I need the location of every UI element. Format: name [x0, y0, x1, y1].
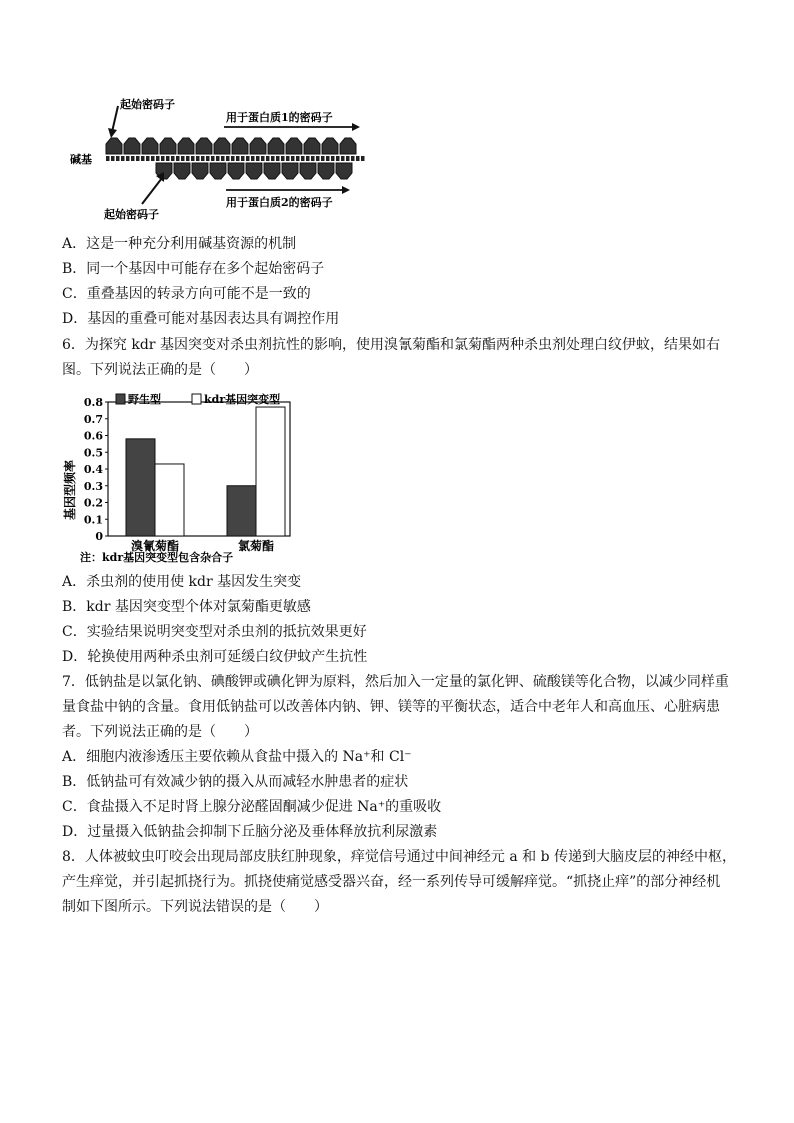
- y-tick-label: 0.8: [83, 396, 103, 409]
- base-tick: [216, 156, 220, 161]
- bar-kdr-1: [256, 407, 285, 536]
- q5-option-a: A．这是一种充分利用碱基资源的机制: [62, 236, 297, 252]
- base-tick: [131, 156, 135, 161]
- codon-block-bottom: [246, 163, 262, 179]
- legend-label-kdr: kdr基因突变型: [204, 393, 281, 406]
- y-axis-label: 基因型频率: [63, 459, 77, 521]
- q7-option-a: A．细胞内液渗透压主要依赖从食盐中摄入的 Na⁺和 Cl⁻: [62, 749, 412, 765]
- base-tick: [196, 156, 200, 161]
- base-tick: [281, 156, 285, 161]
- bar-wild-1: [227, 486, 256, 536]
- base-tick: [111, 156, 115, 161]
- q7-stem-line1: 7．低钠盐是以氯化钠、碘酸钾或碘化钾为原料，然后加入一定量的氯化钾、硫酸镁等化合物，以减少同样重: [62, 674, 729, 690]
- legend-swatch-wild: [116, 394, 125, 404]
- label-protein2-codons: 用于蛋白质2的密码子: [226, 196, 333, 209]
- y-tick-label: 0.1: [83, 513, 103, 527]
- codon-block-top: [124, 138, 140, 154]
- codon-row-protein2: [156, 163, 352, 179]
- codon-block-top: [142, 138, 158, 154]
- base-tick: [346, 156, 350, 161]
- base-tick: [291, 156, 295, 161]
- base-tick: [336, 156, 340, 161]
- y-tick-label: 0.2: [83, 496, 103, 510]
- base-tick: [166, 156, 170, 161]
- base-tick: [226, 156, 230, 161]
- y-tick-label: 0.3: [83, 479, 103, 493]
- base-tick: [246, 156, 250, 161]
- x-category-label: 氯菊酯: [237, 539, 275, 553]
- start-codon-arrow-bottom: [142, 178, 162, 204]
- codon-block-top: [340, 138, 356, 154]
- q8-stem-line2: 产生痒觉，并引起抓挠行为。抓挠使痛觉感受器兴奋，经一系列传导可缓解痒觉。“抓挠止痒”的部分神经机: [62, 874, 721, 890]
- codon-block-top: [250, 138, 266, 154]
- q6-stem-line1: 6．为探究 kdr 基因突变对杀虫剂抗性的影响，使用溴氰菊酯和氯菊酯两种杀虫剂处理白纹伊蚊，结果如右: [62, 337, 720, 353]
- q7-stem-line2: 量食盐中钠的含量。食用低钠盐可以改善体内钠、钾、镁等的平衡状态，适合中老年人和高血压、心脏病患: [62, 699, 720, 715]
- base-tick: [241, 156, 245, 161]
- y-tick-label: 0: [95, 530, 103, 543]
- base-tick: [236, 156, 240, 161]
- y-tick-label: 0.5: [83, 446, 103, 460]
- base-tick: [156, 156, 160, 161]
- base-strand: [106, 156, 365, 161]
- base-tick: [231, 156, 235, 161]
- codon-block-bottom: [336, 163, 352, 179]
- base-tick: [316, 156, 320, 161]
- base-tick: [296, 156, 300, 161]
- codon-block-bottom: [192, 163, 208, 179]
- chart-bars: [126, 407, 285, 536]
- base-tick: [161, 156, 165, 161]
- q6-option-c: C．实验结果说明突变型对杀虫剂的抵抗效果更好: [62, 624, 367, 640]
- base-tick: [151, 156, 155, 161]
- codon-block-top: [268, 138, 284, 154]
- base-tick: [311, 156, 315, 161]
- q7-option-c: C．食盐摄入不足时肾上腺分泌醛固酮减少促进 Na⁺的重吸收: [62, 799, 442, 815]
- y-axis-ticks: [84, 396, 108, 543]
- base-tick: [176, 156, 180, 161]
- base-tick: [221, 156, 225, 161]
- q7-stem-line3: 者。下列说法正确的是（ ）: [62, 724, 258, 740]
- base-tick: [141, 156, 145, 161]
- chart-note: 注：kdr基因突变型包含杂合子: [80, 551, 234, 564]
- protein2-arrowhead: [342, 186, 350, 194]
- codon-block-top: [196, 138, 212, 154]
- base-tick: [286, 156, 290, 161]
- base-tick: [136, 156, 140, 161]
- base-tick: [206, 156, 210, 161]
- base-tick: [261, 156, 265, 161]
- base-tick: [266, 156, 270, 161]
- q5-option-c: C．重叠基因的转录方向可能不是一致的: [62, 286, 311, 302]
- q5-option-d: D．基因的重叠可能对基因表达具有调控作用: [62, 311, 340, 327]
- q7-option-d: D．过量摄入低钠盐会抑制下丘脑分泌及垂体释放抗利尿激素: [62, 824, 438, 840]
- base-tick: [201, 156, 205, 161]
- x-category-label: 溴氰菊酯: [130, 539, 180, 553]
- base-tick: [126, 156, 130, 161]
- protein1-arrowhead: [352, 123, 360, 131]
- codon-block-bottom: [300, 163, 316, 179]
- y-tick-label: 0.7: [83, 412, 103, 426]
- base-tick: [356, 156, 360, 161]
- codon-block-top: [304, 138, 320, 154]
- bar-wild-0: [126, 439, 155, 536]
- codon-block-top: [232, 138, 248, 154]
- q5-option-b: B．同一个基因中可能存在多个起始密码子: [62, 261, 325, 277]
- label-start-codon-top: 起始密码子: [120, 98, 175, 111]
- base-tick: [191, 156, 195, 161]
- base-tick: [146, 156, 150, 161]
- codon-block-bottom: [228, 163, 244, 179]
- base-tick: [341, 156, 345, 161]
- legend-label-wild: 野生型: [128, 393, 161, 406]
- base-tick: [301, 156, 305, 161]
- y-tick-label: 0.4: [83, 463, 103, 476]
- codon-block-bottom: [282, 163, 298, 179]
- q8-stem-line3: 制如下图所示。下列说法错误的是（ ）: [62, 899, 328, 915]
- codon-block-top: [160, 138, 176, 154]
- base-tick: [211, 156, 215, 161]
- codon-block-bottom: [174, 163, 190, 179]
- overlapping-codon-figure: [70, 92, 370, 224]
- q7-option-b: B．低钠盐可有效减少钠的摄入从而减轻水肿患者的症状: [62, 774, 409, 790]
- q6-option-d: D．轮换使用两种杀虫剂可延缓白纹伊蚊产生抗性: [62, 649, 368, 665]
- base-tick: [276, 156, 280, 161]
- codon-block-bottom: [210, 163, 226, 179]
- base-tick: [251, 156, 255, 161]
- legend-swatch-kdr: [192, 394, 201, 404]
- codon-row-protein1: [106, 138, 356, 154]
- base-tick: [171, 156, 175, 161]
- base-tick: [116, 156, 120, 161]
- label-start-codon-bottom: 起始密码子: [104, 208, 159, 221]
- codon-block-top: [214, 138, 230, 154]
- base-tick: [121, 156, 125, 161]
- base-tick: [321, 156, 325, 161]
- base-tick: [271, 156, 275, 161]
- base-tick: [326, 156, 330, 161]
- codon-block-bottom: [318, 163, 334, 179]
- q6-stem-line2: 图。下列说法正确的是（ ）: [62, 362, 258, 378]
- codon-block-bottom: [264, 163, 280, 179]
- base-tick: [106, 156, 110, 161]
- base-tick: [181, 156, 185, 161]
- q6-option-a: A．杀虫剂的使用使 kdr 基因发生突变: [62, 574, 302, 590]
- base-tick: [361, 156, 365, 161]
- base-tick: [351, 156, 355, 161]
- base-tick: [256, 156, 260, 161]
- bar-kdr-0: [155, 464, 184, 536]
- base-tick: [331, 156, 335, 161]
- genotype-frequency-chart: [62, 388, 302, 570]
- q6-option-b: B．kdr 基因突变型个体对氯菊酯更敏感: [62, 599, 311, 615]
- label-protein1-codons: 用于蛋白质1的密码子: [226, 111, 333, 124]
- codon-block-top: [286, 138, 302, 154]
- base-tick: [306, 156, 310, 161]
- codon-block-top: [178, 138, 194, 154]
- y-tick-label: 0.6: [83, 429, 103, 443]
- q8-stem-line1: 8．人体被蚊虫叮咬会出现局部皮肤红肿现象，痒觉信号通过中间神经元 a 和 b 传递到大脑皮层的神经中枢，: [62, 849, 737, 865]
- start-codon-arrowhead-top: [108, 128, 117, 138]
- label-bases: 碱基: [70, 153, 92, 166]
- start-codon-arrow-top: [112, 106, 118, 132]
- codon-block-top: [322, 138, 338, 154]
- base-tick: [186, 156, 190, 161]
- codon-block-top: [106, 138, 122, 154]
